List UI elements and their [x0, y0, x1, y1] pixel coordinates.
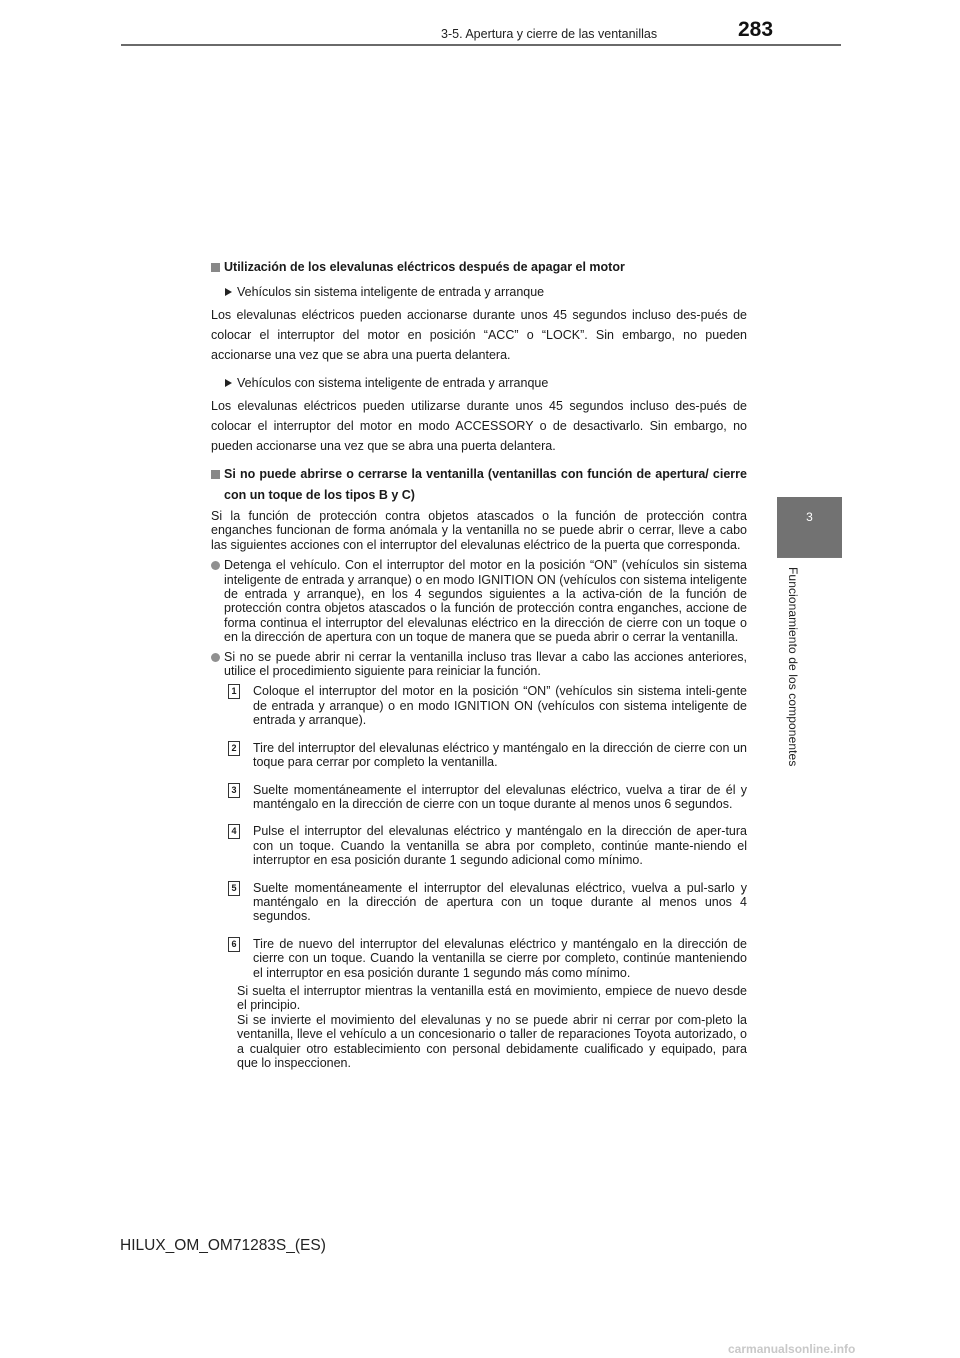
paragraph-intro: Si la función de protección contra objetos atascados o la función de protección contra enganches funcionan de forma anómala y la ventanilla no se puede abrir o cerrar, lleve a cabo las siguientes acciones con el interruptor del elevalunas eléctrico de la puerta que corresponda.	[211, 509, 747, 552]
chapter-label: Funcionamiento de los componentes	[786, 567, 800, 767]
triangle-bullet-icon	[225, 288, 232, 296]
note-dealer: Si se invierte el movimiento del elevalunas y no se puede abrir ni cerrar por com-pleto la ventanilla, lleve el vehículo a un concesionario o taller de reparaciones Toyota autorizado, o a cualquier otro establecimiento con personal debidamente cualificado y equipado, para que lo inspeccionen.	[237, 1012, 747, 1070]
step-number-box: 2	[228, 741, 240, 756]
bullet-reset-procedure: Si no se puede abrir ni cerrar la ventanilla incluso tras llevar a cabo las acciones anteriores, utilice el procedimiento siguiente para reiniciar la función.	[211, 650, 747, 679]
footer-doc-code: HILUX_OM_OM71283S_(ES)	[120, 1237, 326, 1254]
section-title-after-engine-off: Utilización de los elevalunas eléctricos después de apagar el motor	[211, 257, 747, 278]
paragraph-with-smart-entry: Los elevalunas eléctricos pueden utilizarse durante unos 45 segundos incluso des-pués de colocar el interruptor del motor en modo ACCESSORY o de desactivarlo. Sin embargo, no pueden accionarse una vez que se abra una puerta delantera.	[211, 399, 747, 453]
bullet-stop-vehicle: Detenga el vehículo. Con el interruptor del motor en la posición “ON” (vehículos sin sistema inteligente de entrada y arranque) o en modo IGNITION ON (vehículos con sistema inteligente de entrada y arranque), en los 4 segundos siguientes a la activa-ción de la función de protección contra objetos atascados o la función de protección contra enganches, accione de forma continua el interruptor del elevalunas eléctrico en la dirección de cierre con un toque o en la dirección de apertura con un toque de manera que se pueda abrir o cerrar la ventanilla.	[211, 558, 747, 644]
subheading-without-smart-entry: Vehículos sin sistema inteligente de entrada y arranque	[211, 282, 747, 302]
page-number: 283	[738, 18, 774, 41]
header-divider	[121, 44, 841, 46]
circle-bullet-icon	[211, 653, 220, 662]
step-4: 4 Pulse el interruptor del elevalunas eléctrico y manténgalo en la dirección de aper-tura con un toque. Cuando la ventanilla se abra por completo, continúe mante-niendo el interruptor en esa posición durante 1 segundo adicional como mínimo.	[211, 824, 747, 867]
step-1: 1 Coloque el interruptor del motor en la posición “ON” (vehículos sin sistema inteli-gente de entrada y arranque) o en modo IGNITION ON (vehículos con sistema inteligente de entrada y arranque).	[211, 684, 747, 727]
page-content	[211, 257, 747, 1070]
step-number-box: 4	[228, 824, 240, 839]
step-6: 6 Tire de nuevo del interruptor del elevalunas eléctrico y manténgalo en la dirección de cierre con un toque. Cuando la ventanilla se cierre por completo, continúe manteniendo el interruptor en esa posición durante 1 segundo más como mínimo.	[211, 937, 747, 980]
paragraph-without-smart-entry: Los elevalunas eléctricos pueden accionarse durante unos 45 segundos incluso des-pués de colocar el interruptor del motor en posición “ACC” o “LOCK”. Sin embargo, no pueden accionarse una vez que se abra una puerta delantera.	[211, 308, 747, 362]
square-bullet-icon	[211, 263, 220, 272]
step-2: 2 Tire del interruptor del elevalunas eléctrico y manténgalo en la dirección de cierre con un toque para cerrar por completo la ventanilla.	[211, 741, 747, 770]
chapter-number: 3	[806, 510, 813, 524]
section-title-window-not-operating: Si no puede abrirse o cerrarse la ventanilla (ventanillas con función de apertura/ cierre con un toque de los tipos B y C)	[211, 464, 747, 506]
subheading-with-smart-entry: Vehículos con sistema inteligente de entrada y arranque	[211, 373, 747, 393]
circle-bullet-icon	[211, 561, 220, 570]
step-3: 3 Suelte momentáneamente el interruptor del elevalunas eléctrico, vuelva a tirar de él y manténgalo en la dirección de cierre con un toque durante al menos unos 6 segundos.	[211, 783, 747, 812]
step-number-box: 1	[228, 684, 240, 699]
step-number-box: 6	[228, 937, 240, 952]
square-bullet-icon	[211, 470, 220, 479]
watermark: carmanualsonline.info	[728, 1342, 856, 1356]
chapter-tab-divider	[777, 557, 842, 558]
chapter-tab	[777, 497, 842, 557]
note-restart: Si suelta el interruptor mientras la ventanilla está en movimiento, empiece de nuevo desde el principio.	[237, 983, 747, 1013]
step-number-box: 5	[228, 881, 240, 896]
triangle-bullet-icon	[225, 379, 232, 387]
step-5: 5 Suelte momentáneamente el interruptor del elevalunas eléctrico, vuelva a pul-sarlo y manténgalo en la dirección de apertura con un toque durante al menos unos 4 segundos.	[211, 881, 747, 924]
step-number-box: 3	[228, 783, 240, 798]
header-section-title: 3-5. Apertura y cierre de las ventanillas	[441, 27, 658, 41]
